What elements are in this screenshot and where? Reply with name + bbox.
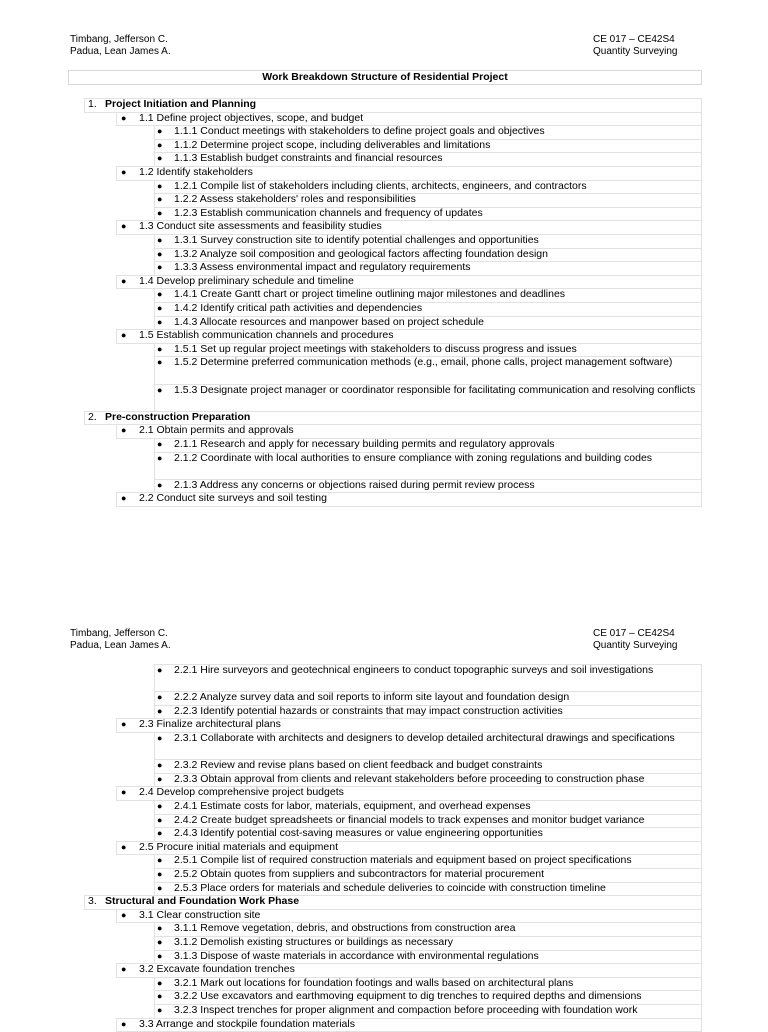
subtask-item: 3.2.1 Mark out locations for foundation footings and walls based on architectural plans bbox=[174, 976, 574, 989]
subtask-item: 1.2.2 Assess stakeholders' roles and responsibilities bbox=[174, 193, 416, 206]
course-name: Quantity Surveying bbox=[593, 640, 678, 651]
subtask-item: 2.1.1 Research and apply for necessary building permits and regulatory approvals bbox=[174, 438, 555, 450]
bullet-icon: ● bbox=[157, 194, 163, 205]
bullet-icon: ● bbox=[157, 814, 163, 825]
subtask-item: 2.2.1 Hire surveyors and geotechnical engineers to conduct topographic surveys and soil investigations bbox=[174, 664, 654, 676]
bullet-icon: ● bbox=[121, 112, 127, 123]
bullet-icon: ● bbox=[157, 882, 163, 893]
subtask-item: 1.5.3 Designate project manager or coordinator responsible for facilitating communication and resolving conflicts bbox=[174, 383, 696, 396]
subtask-item: 2.1.2 Coordinate with local authorities to ensure compliance with zoning regulations and building codes bbox=[174, 451, 653, 464]
bullet-icon: ● bbox=[157, 180, 163, 191]
subtask-item: 3.1.1 Remove vegetation, debris, and obstructions from construction area bbox=[174, 922, 516, 935]
bullet-icon: ● bbox=[121, 221, 127, 232]
task-item: 1.2 Identify stakeholders bbox=[139, 166, 253, 178]
bullet-icon: ● bbox=[157, 126, 163, 137]
bullet-icon: ● bbox=[157, 801, 163, 811]
bullet-icon: ● bbox=[157, 452, 163, 463]
bullet-icon: ● bbox=[157, 207, 163, 218]
author-2: Padua, Lean James A. bbox=[70, 640, 171, 651]
author-names bbox=[70, 34, 171, 58]
subtask-item: 1.1.3 Establish budget constraints and financial resources bbox=[174, 152, 443, 165]
task-item: 2.4 Develop comprehensive project budgets bbox=[139, 786, 344, 799]
subtask-item: 3.2.3 Inspect trenches for proper alignment and compaction before proceeding with foundation work bbox=[174, 1004, 638, 1016]
subtask-item: 2.3.2 Review and revise plans based on client feedback and budget constraints bbox=[174, 759, 543, 772]
subtask-item: 1.5.2 Determine preferred communication methods (e.g., email, phone calls, project management software) bbox=[174, 356, 673, 369]
bullet-icon: ● bbox=[121, 425, 127, 436]
bullet-icon: ● bbox=[121, 167, 127, 177]
bullet-icon: ● bbox=[121, 493, 127, 504]
subtask-item: 2.3.3 Obtain approval from clients and relevant stakeholders before proceeding to construction phase bbox=[174, 772, 645, 785]
subtask-item: 2.4.2 Create budget spreadsheets or financial models to track expenses and monitor budget variance bbox=[174, 813, 645, 826]
course-code: CE 017 – CE42S4 bbox=[593, 628, 675, 639]
subtask-item: 2.2.3 Identify potential hazards or constraints that may impact construction activities bbox=[174, 704, 563, 717]
phase-heading: Structural and Foundation Work Phase bbox=[105, 895, 300, 908]
bullet-icon: ● bbox=[157, 357, 163, 368]
bullet-icon: ● bbox=[157, 303, 163, 313]
course-info bbox=[593, 628, 678, 652]
bullet-icon: ● bbox=[121, 787, 127, 798]
task-item: 2.2 Conduct site surveys and soil testing bbox=[139, 492, 327, 505]
bullet-icon: ● bbox=[157, 262, 163, 273]
course-info bbox=[593, 34, 678, 58]
task-item: 1.3 Conduct site assessments and feasibility studies bbox=[139, 220, 382, 233]
subtask-item: 3.1.2 Demolish existing structures or buildings as necessary bbox=[174, 936, 453, 948]
subtask-item: 1.3.3 Assess environmental impact and regulatory requirements bbox=[174, 261, 471, 274]
bullet-icon: ● bbox=[157, 439, 163, 449]
task-item: 1.4 Develop preliminary schedule and timeline bbox=[139, 274, 354, 287]
subtask-item: 1.4.2 Identify critical path activities and dependencies bbox=[174, 302, 423, 314]
subtask-item: 2.3.1 Collaborate with architects and designers to develop detailed architectural drawings and specifications bbox=[174, 732, 675, 744]
subtask-item: 1.2.3 Establish communication channels and frequency of updates bbox=[174, 206, 483, 219]
bullet-icon: ● bbox=[157, 773, 163, 784]
author-names bbox=[70, 628, 171, 652]
page-gap bbox=[0, 560, 768, 600]
bullet-icon: ● bbox=[157, 828, 163, 839]
subtask-item: 1.5.1 Set up regular project meetings with stakeholders to discuss progress and issues bbox=[174, 342, 577, 355]
phase-heading: Project Initiation and Planning bbox=[105, 98, 257, 110]
bullet-icon: ● bbox=[157, 153, 163, 164]
subtask-item: 2.5.3 Place orders for materials and schedule deliveries to coincide with construction timeline bbox=[174, 881, 606, 894]
bullet-icon: ● bbox=[157, 991, 163, 1002]
task-item: 1.5 Establish communication channels and procedures bbox=[139, 329, 394, 342]
phase-number: 3. bbox=[88, 895, 97, 908]
subtask-item: 1.1.2 Determine project scope, including deliverables and limitations bbox=[174, 138, 491, 151]
phase-number: 1. bbox=[88, 98, 97, 110]
bullet-icon: ● bbox=[121, 909, 127, 920]
subtask-item: 3.1.3 Dispose of waste materials in accordance with environmental regulations bbox=[174, 949, 539, 962]
bullet-icon: ● bbox=[157, 384, 163, 395]
task-item: 2.5 Procure initial materials and equipment bbox=[139, 840, 339, 853]
subtask-item: 2.2.2 Analyze survey data and soil reports to inform site layout and foundation design bbox=[174, 691, 570, 704]
subtask-item: 2.4.1 Estimate costs for labor, materials, equipment, and overhead expenses bbox=[174, 800, 531, 812]
document-page-2 bbox=[0, 600, 768, 1030]
subtask-item: 1.2.1 Compile list of stakeholders including clients, architects, engineers, and contractors bbox=[174, 179, 587, 192]
subtask-item: 1.4.1 Create Gantt chart or project timeline outlining major milestones and deadlines bbox=[174, 288, 566, 301]
bullet-icon: ● bbox=[157, 705, 163, 716]
task-item: 2.3 Finalize architectural plans bbox=[139, 718, 281, 731]
bullet-icon: ● bbox=[157, 235, 163, 245]
bullet-icon: ● bbox=[157, 343, 163, 354]
task-item: 2.1 Obtain permits and approvals bbox=[139, 424, 294, 437]
bullet-icon: ● bbox=[157, 692, 163, 703]
author-1: Timbang, Jefferson C. bbox=[70, 628, 168, 639]
bullet-icon: ● bbox=[121, 275, 127, 286]
bullet-icon: ● bbox=[157, 937, 163, 947]
bullet-icon: ● bbox=[157, 855, 163, 866]
author-2: Padua, Lean James A. bbox=[70, 46, 171, 57]
bullet-icon: ● bbox=[121, 719, 127, 730]
bullet-icon: ● bbox=[157, 248, 163, 259]
bullet-icon: ● bbox=[157, 733, 163, 743]
bullet-icon: ● bbox=[157, 923, 163, 934]
bullet-icon: ● bbox=[121, 1018, 127, 1029]
bullet-icon: ● bbox=[121, 330, 127, 341]
bullet-icon: ● bbox=[157, 869, 163, 879]
phase-heading: Pre-construction Preparation bbox=[105, 410, 251, 423]
bullet-icon: ● bbox=[157, 139, 163, 150]
task-item: 3.1 Clear construction site bbox=[139, 908, 261, 921]
subtask-item: 1.1.1 Conduct meetings with stakeholders to define project goals and objectives bbox=[174, 125, 545, 138]
bullet-icon: ● bbox=[121, 964, 127, 975]
subtask-item: 1.3.1 Survey construction site to identify potential challenges and opportunities bbox=[174, 234, 539, 246]
bullet-icon: ● bbox=[157, 977, 163, 988]
bullet-icon: ● bbox=[157, 665, 163, 675]
course-name: Quantity Surveying bbox=[593, 46, 678, 57]
subtask-item: 2.5.2 Obtain quotes from suppliers and subcontractors for material procurement bbox=[174, 868, 545, 880]
bullet-icon: ● bbox=[157, 1005, 163, 1015]
course-code: CE 017 – CE42S4 bbox=[593, 34, 675, 45]
subtask-item: 2.5.1 Compile list of required construction materials and equipment based on project specifications bbox=[174, 854, 632, 867]
subtask-item: 1.3.2 Analyze soil composition and geological factors affecting foundation design bbox=[174, 247, 548, 260]
subtask-item: 1.4.3 Allocate resources and manpower based on project schedule bbox=[174, 315, 484, 328]
bullet-icon: ● bbox=[157, 479, 163, 490]
subtask-item: 2.4.3 Identify potential cost-saving measures or value engineering opportunities bbox=[174, 827, 543, 840]
task-item: 1.1 Define project objectives, scope, and budget bbox=[139, 111, 364, 124]
bullet-icon: ● bbox=[157, 289, 163, 300]
subtask-item: 2.1.3 Address any concerns or objections raised during permit review process bbox=[174, 478, 535, 491]
bullet-icon: ● bbox=[157, 316, 163, 327]
task-item: 3.2 Excavate foundation trenches bbox=[139, 963, 295, 976]
author-1: Timbang, Jefferson C. bbox=[70, 34, 168, 45]
bullet-icon: ● bbox=[121, 841, 127, 852]
task-item: 3.3 Arrange and stockpile foundation materials bbox=[139, 1017, 355, 1030]
subtask-item: 3.2.2 Use excavators and earthmoving equipment to dig trenches to required depths and dimensions bbox=[174, 990, 642, 1003]
bullet-icon: ● bbox=[157, 950, 163, 961]
document-title: Work Breakdown Structure of Residential Project bbox=[68, 70, 702, 85]
bullet-icon: ● bbox=[157, 760, 163, 771]
phase-number: 2. bbox=[88, 410, 97, 423]
